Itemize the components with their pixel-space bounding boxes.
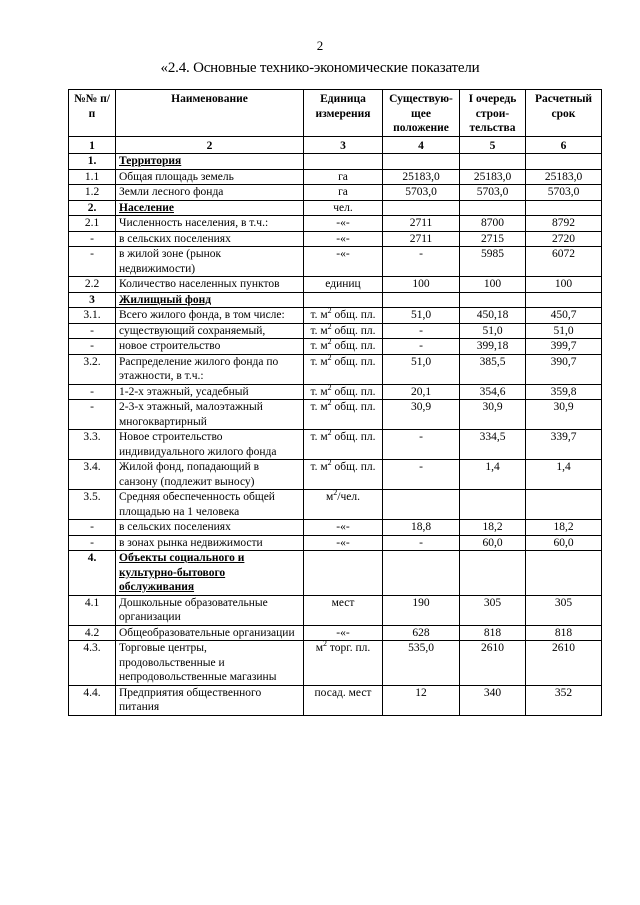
first-stage-value (460, 551, 526, 596)
calc-term-value: 1,4 (526, 460, 602, 490)
unit-cell: т. $м^2$ общ. пл. (304, 460, 383, 490)
unit-cell: мест (304, 595, 383, 625)
unit-cell: чел. (304, 200, 383, 216)
first-stage-value: 60,0 (460, 535, 526, 551)
row-name: Жилищный фонд (116, 292, 304, 308)
current-value: - (383, 460, 460, 490)
unit-cell (304, 292, 383, 308)
current-value: - (383, 323, 460, 339)
section-row (69, 551, 602, 596)
calc-term-value (526, 292, 602, 308)
table-row (69, 354, 602, 384)
table-row (69, 308, 602, 324)
row-name: Распределение жилого фонда по этажности, в т.ч.: (116, 354, 304, 384)
first-stage-value: 818 (460, 625, 526, 641)
row-number: 3.2. (69, 354, 116, 384)
first-stage-value: 334,5 (460, 430, 526, 460)
column-number: 5 (460, 136, 526, 154)
row-number: 4. (69, 551, 116, 596)
table-row (69, 490, 602, 520)
first-stage-value: 18,2 (460, 520, 526, 536)
first-stage-value: 305 (460, 595, 526, 625)
current-value (383, 154, 460, 170)
first-stage-value: 51,0 (460, 323, 526, 339)
first-stage-value: 354,6 (460, 384, 526, 400)
row-name: Общеобразовательные организации (116, 625, 304, 641)
row-number: 3.1. (69, 308, 116, 324)
row-number: 2. (69, 200, 116, 216)
current-value: 25183,0 (383, 169, 460, 185)
calc-term-value (526, 490, 602, 520)
section-row (69, 154, 602, 170)
first-stage-value (460, 154, 526, 170)
current-value: 51,0 (383, 308, 460, 324)
column-header: Существую-щее положение (383, 90, 460, 137)
current-value: 190 (383, 595, 460, 625)
row-name: в сельских поселениях (116, 231, 304, 247)
row-number: 3.3. (69, 430, 116, 460)
row-name: Население (116, 200, 304, 216)
first-stage-value (460, 200, 526, 216)
calc-term-value: 8792 (526, 216, 602, 232)
current-value: - (383, 430, 460, 460)
row-number: 4.4. (69, 685, 116, 715)
calc-term-value: 18,2 (526, 520, 602, 536)
calc-term-value: 359,8 (526, 384, 602, 400)
unit-cell: т. $м^2$ общ. пл. (304, 308, 383, 324)
table-row (69, 400, 602, 430)
row-name: Объекты социального и культурно-бытового обслуживания (116, 551, 304, 596)
row-name: 1-2-х этажный, усадебный (116, 384, 304, 400)
current-value: - (383, 247, 460, 277)
unit-cell (304, 551, 383, 596)
row-name: в жилой зоне (рынок недвижимости) (116, 247, 304, 277)
calc-term-value: 6072 (526, 247, 602, 277)
indicators-table (68, 89, 602, 716)
unit-cell: га (304, 185, 383, 201)
calc-term-value: 30,9 (526, 400, 602, 430)
row-name: Общая площадь земель (116, 169, 304, 185)
first-stage-value: 340 (460, 685, 526, 715)
row-name: Средняя обеспеченность общей площадью на 1 человека (116, 490, 304, 520)
current-value (383, 292, 460, 308)
row-number: 3.4. (69, 460, 116, 490)
table-row (69, 685, 602, 715)
current-value: 2711 (383, 216, 460, 232)
calc-term-value (526, 154, 602, 170)
current-value: - (383, 339, 460, 355)
unit-cell: -«- (304, 625, 383, 641)
column-header: Расчетный срок (526, 90, 602, 137)
current-value: 5703,0 (383, 185, 460, 201)
calc-term-value: 2720 (526, 231, 602, 247)
row-number: 2.2 (69, 277, 116, 293)
unit-cell: единиц (304, 277, 383, 293)
calc-term-value: 339,7 (526, 430, 602, 460)
table-row (69, 323, 602, 339)
unit-cell: т. $м^2$ общ. пл. (304, 339, 383, 355)
table-row (69, 216, 602, 232)
table-row (69, 625, 602, 641)
first-stage-value: 8700 (460, 216, 526, 232)
first-stage-value: 2610 (460, 641, 526, 686)
column-number: 1 (69, 136, 116, 154)
current-value (383, 490, 460, 520)
first-stage-value: 25183,0 (460, 169, 526, 185)
row-name: Количество населенных пунктов (116, 277, 304, 293)
column-number-row (69, 136, 602, 154)
table-row (69, 460, 602, 490)
current-value: 2711 (383, 231, 460, 247)
first-stage-value: 399,18 (460, 339, 526, 355)
page-number: 2 (316, 38, 324, 53)
row-number: - (69, 323, 116, 339)
row-number: - (69, 384, 116, 400)
first-stage-value: 5703,0 (460, 185, 526, 201)
current-value: 535,0 (383, 641, 460, 686)
table-header-row (69, 90, 602, 137)
row-name: новое строительство (116, 339, 304, 355)
table-body (69, 154, 602, 716)
calc-term-value: 352 (526, 685, 602, 715)
calc-term-value: 51,0 (526, 323, 602, 339)
row-name: Торговые центры, продовольственные и непродовольственные магазины (116, 641, 304, 686)
unit-cell: -«- (304, 247, 383, 277)
first-stage-value (460, 490, 526, 520)
row-number: - (69, 339, 116, 355)
table-row (69, 535, 602, 551)
current-value: 100 (383, 277, 460, 293)
table-title: «2.4. Основные технико-экономические показатели (160, 60, 480, 76)
row-name: Дошкольные образовательные организации (116, 595, 304, 625)
calc-term-value: 399,7 (526, 339, 602, 355)
unit-cell: т. $м^2$ общ. пл. (304, 354, 383, 384)
section-row (69, 200, 602, 216)
row-name: Всего жилого фонда, в том числе: (116, 308, 304, 324)
first-stage-value: 100 (460, 277, 526, 293)
row-number: - (69, 247, 116, 277)
row-number: 1.2 (69, 185, 116, 201)
unit-cell: т. $м^2$ общ. пл. (304, 430, 383, 460)
row-name: Территория (116, 154, 304, 170)
row-name: Предприятия общественного питания (116, 685, 304, 715)
table-row (69, 277, 602, 293)
row-name: в сельских поселениях (116, 520, 304, 536)
row-name: Новое строительство индивидуального жилого фонда (116, 430, 304, 460)
row-number: 3 (69, 292, 116, 308)
unit-cell: посад. мест (304, 685, 383, 715)
unit-cell: -«- (304, 216, 383, 232)
calc-term-value: 100 (526, 277, 602, 293)
unit-cell (304, 154, 383, 170)
unit-cell: га (304, 169, 383, 185)
calc-term-value: 60,0 (526, 535, 602, 551)
table-row (69, 339, 602, 355)
current-value: - (383, 535, 460, 551)
row-number: 2.1 (69, 216, 116, 232)
unit-cell: -«- (304, 231, 383, 247)
calc-term-value: 5703,0 (526, 185, 602, 201)
column-header: Единица измерения (304, 90, 383, 137)
calc-term-value: 818 (526, 625, 602, 641)
current-value (383, 551, 460, 596)
calc-term-value (526, 551, 602, 596)
first-stage-value: 1,4 (460, 460, 526, 490)
row-number: 1.1 (69, 169, 116, 185)
column-number: 3 (304, 136, 383, 154)
table-row (69, 520, 602, 536)
column-number: 4 (383, 136, 460, 154)
row-number: 4.1 (69, 595, 116, 625)
current-value: 51,0 (383, 354, 460, 384)
column-header: Наименование (116, 90, 304, 137)
calc-term-value: 450,7 (526, 308, 602, 324)
table-row (69, 595, 602, 625)
calc-term-value (526, 200, 602, 216)
unit-cell: $м^2$/чел. (304, 490, 383, 520)
calc-term-value: 390,7 (526, 354, 602, 384)
calc-term-value: 25183,0 (526, 169, 602, 185)
table-row (69, 641, 602, 686)
first-stage-value: 450,18 (460, 308, 526, 324)
current-value (383, 200, 460, 216)
unit-cell: -«- (304, 520, 383, 536)
current-value: 628 (383, 625, 460, 641)
unit-cell: т. $м^2$ общ. пл. (304, 384, 383, 400)
row-name: 2-3-х этажный, малоэтажный многоквартирный (116, 400, 304, 430)
row-number: - (69, 400, 116, 430)
unit-cell: т. $м^2$ общ. пл. (304, 323, 383, 339)
table-row (69, 231, 602, 247)
row-number: 4.2 (69, 625, 116, 641)
current-value: 30,9 (383, 400, 460, 430)
row-number: 4.3. (69, 641, 116, 686)
row-number: - (69, 535, 116, 551)
row-number: 1. (69, 154, 116, 170)
table-row (69, 169, 602, 185)
column-number: 2 (116, 136, 304, 154)
row-number: 3.5. (69, 490, 116, 520)
table-row (69, 384, 602, 400)
first-stage-value: 30,9 (460, 400, 526, 430)
row-name: Жилой фонд, попадающий в санзону (подлежит выносу) (116, 460, 304, 490)
calc-term-value: 305 (526, 595, 602, 625)
current-value: 20,1 (383, 384, 460, 400)
table-row (69, 185, 602, 201)
first-stage-value: 2715 (460, 231, 526, 247)
unit-cell: -«- (304, 535, 383, 551)
column-number: 6 (526, 136, 602, 154)
first-stage-value (460, 292, 526, 308)
row-name: Земли лесного фонда (116, 185, 304, 201)
table-row (69, 430, 602, 460)
current-value: 18,8 (383, 520, 460, 536)
unit-cell: т. $м^2$ общ. пл. (304, 400, 383, 430)
first-stage-value: 385,5 (460, 354, 526, 384)
section-row (69, 292, 602, 308)
row-number: - (69, 520, 116, 536)
current-value: 12 (383, 685, 460, 715)
row-name: в зонах рынка недвижимости (116, 535, 304, 551)
table-row (69, 247, 602, 277)
column-header: I очередь строи-тельства (460, 90, 526, 137)
column-header: №№ п/п (69, 90, 116, 137)
calc-term-value: 2610 (526, 641, 602, 686)
unit-cell: $м^2$ торг. пл. (304, 641, 383, 686)
row-name: существующий сохраняемый, (116, 323, 304, 339)
row-name: Численность населения, в т.ч.: (116, 216, 304, 232)
first-stage-value: 5985 (460, 247, 526, 277)
row-number: - (69, 231, 116, 247)
